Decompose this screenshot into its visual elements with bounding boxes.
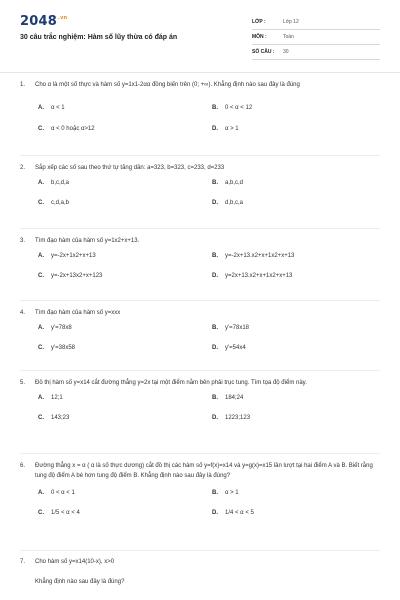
option-b[interactable] xyxy=(212,489,239,498)
option-letter: A. xyxy=(38,325,44,331)
meta-table xyxy=(252,15,380,60)
option-letter: D. xyxy=(212,126,218,132)
option-letter: B. xyxy=(212,180,218,186)
option-d[interactable] xyxy=(212,272,292,281)
option-letter: C. xyxy=(38,273,44,279)
option-text: y=-2x+13.x2+x+1x2+x+13 xyxy=(225,253,295,259)
question-number: 4. xyxy=(20,310,26,316)
question-number: 5. xyxy=(20,380,26,386)
option-d[interactable] xyxy=(212,414,250,423)
option-text: a,b,c,d xyxy=(225,180,244,186)
option-text: y'=38x58 xyxy=(51,345,75,351)
site-logo[interactable] xyxy=(20,14,67,29)
question-text: Cho hàm số y=x14(10-x), x>0 xyxy=(35,559,115,565)
question-2 xyxy=(20,163,380,206)
option-text: y=-2x+13x2+x+123 xyxy=(51,273,103,279)
option-text: 12;1 xyxy=(51,395,63,401)
question-divider xyxy=(20,550,380,551)
meta-row-subject xyxy=(252,30,380,45)
option-a[interactable] xyxy=(38,489,75,498)
option-letter: A. xyxy=(38,490,44,496)
option-c[interactable] xyxy=(38,509,80,518)
option-text: y=-2x+1x2+x+13 xyxy=(51,253,96,259)
question-text: Tìm đạo hàm của hàm số y=1x2+x+13. xyxy=(35,238,140,244)
question-number: 1. xyxy=(20,82,26,88)
option-text: y'=78x18 xyxy=(225,325,249,331)
document-title: 30 câu trắc nghiệm: Hàm số lũy thừa có đáp án xyxy=(20,34,178,41)
option-a[interactable] xyxy=(38,324,72,333)
option-letter: C. xyxy=(38,200,44,206)
option-letter: B. xyxy=(212,395,218,401)
question-stem xyxy=(20,236,380,246)
question-number: 3. xyxy=(20,238,26,244)
option-d[interactable] xyxy=(212,344,246,353)
question-divider xyxy=(20,370,380,371)
question-number: 7. xyxy=(20,559,26,565)
question-stem xyxy=(20,163,380,173)
option-text: 1/5 < α < 4 xyxy=(51,510,80,516)
option-letter: D. xyxy=(212,510,218,516)
question-5 xyxy=(20,378,380,421)
question-4 xyxy=(20,308,380,351)
option-letter: A. xyxy=(38,395,44,401)
question-divider xyxy=(20,228,380,229)
question-stem xyxy=(20,308,380,318)
question-text: Tìm đạo hàm của hàm số y=xxx xyxy=(35,310,121,316)
option-b[interactable] xyxy=(212,324,249,333)
option-b[interactable] xyxy=(212,179,243,188)
meta-row-class xyxy=(252,15,380,30)
option-letter: B. xyxy=(212,490,218,496)
option-letter: D. xyxy=(212,345,218,351)
question-stem xyxy=(20,80,380,90)
option-c[interactable] xyxy=(38,272,102,281)
question-followup-text: Khẳng định nào sau đây là đúng? xyxy=(35,579,125,585)
meta-row-count xyxy=(252,45,380,60)
question-divider xyxy=(20,300,380,301)
option-c[interactable] xyxy=(38,199,69,208)
option-text: d,b,c,a xyxy=(225,200,244,206)
option-text: 1223;123 xyxy=(225,415,251,421)
meta-key: MÔN : xyxy=(252,34,267,40)
question-number: 6. xyxy=(20,463,26,469)
option-c[interactable] xyxy=(38,414,69,423)
option-text: α < 0 hoặc α>12 xyxy=(51,126,95,132)
option-b[interactable] xyxy=(212,252,294,261)
option-letter: D. xyxy=(212,200,218,206)
meta-key: LỚP : xyxy=(252,19,266,25)
option-letter: C. xyxy=(38,345,44,351)
question-text: Sắp xếp các số sau theo thứ tự tăng dần: a=323, b=323, c=233, d=233 xyxy=(35,165,225,171)
header-divider xyxy=(0,72,400,73)
meta-value: 30 xyxy=(283,49,289,55)
question-stem xyxy=(20,557,380,567)
question-3 xyxy=(20,236,380,279)
option-text: α < 1 xyxy=(51,105,65,111)
question-text: Đường thẳng x = α ( α là số thực dương) cắt đồ thị các hàm số y=f(x)=x14 và y=g(x)=x15 lần lượt tại hai điểm A và B. Biết rằng tung độ điểm A bé hơn tung độ điểm B. Khẳng định nào sau đây là đúng? xyxy=(35,463,373,479)
question-7 xyxy=(20,557,380,587)
option-text: 143;23 xyxy=(51,415,70,421)
option-letter: B. xyxy=(212,325,218,331)
question-number: 2. xyxy=(20,165,26,171)
option-letter: C. xyxy=(38,126,44,132)
option-d[interactable] xyxy=(212,125,239,134)
meta-value: Lớp 12 xyxy=(283,19,299,25)
question-divider xyxy=(20,155,380,156)
option-letter: A. xyxy=(38,253,44,259)
question-followup xyxy=(20,577,380,587)
option-a[interactable] xyxy=(38,252,96,261)
meta-key: SỐ CÂU : xyxy=(252,49,275,55)
question-stem xyxy=(20,461,380,481)
option-letter: A. xyxy=(38,105,44,111)
option-letter: A. xyxy=(38,180,44,186)
question-divider xyxy=(20,453,380,454)
option-text: y'=78x8 xyxy=(51,325,72,331)
question-1 xyxy=(20,80,380,132)
option-letter: C. xyxy=(38,510,44,516)
question-text: Đồ thị hàm số y=x14 cắt đường thẳng y=2x tại một điểm nằm bên phải trục tung. Tìm tọa độ điểm này. xyxy=(35,380,307,386)
logo-text[interactable]: 2048 xyxy=(20,14,57,29)
option-d[interactable] xyxy=(212,199,243,208)
question-6 xyxy=(20,461,380,516)
option-a[interactable] xyxy=(38,394,63,403)
option-letter: D. xyxy=(212,415,218,421)
option-letter: D. xyxy=(212,273,218,279)
meta-value: Toán xyxy=(283,34,294,40)
option-text: y=2x+13.x2+x+1x2+x+13 xyxy=(225,273,293,279)
option-text: c,d,a,b xyxy=(51,200,70,206)
option-text: 184;24 xyxy=(225,395,244,401)
option-text: b,c,d,a xyxy=(51,180,70,186)
option-text: 1/4 < α < 5 xyxy=(225,510,254,516)
option-b[interactable] xyxy=(212,394,243,403)
option-c[interactable] xyxy=(38,344,75,353)
option-letter: B. xyxy=(212,105,218,111)
option-text: α > 1 xyxy=(225,490,239,496)
option-a[interactable] xyxy=(38,179,69,188)
option-text: y'=54x4 xyxy=(225,345,246,351)
question-stem xyxy=(20,378,380,388)
option-b[interactable] xyxy=(212,104,252,113)
option-letter: C. xyxy=(38,415,44,421)
option-text: 0 < α < 1 xyxy=(51,490,75,496)
option-c[interactable] xyxy=(38,125,95,134)
question-text: Cho α là một số thực và hàm số y=1x1-2αα đồng biến trên (0; +∞). Khẳng định nào sau đây là đúng xyxy=(35,82,300,88)
option-text: 0 < α < 12 xyxy=(225,105,253,111)
option-a[interactable] xyxy=(38,104,65,113)
document-header xyxy=(0,0,400,70)
logo-suffix: .vn xyxy=(57,15,68,21)
option-text: α > 1 xyxy=(225,126,239,132)
option-d[interactable] xyxy=(212,509,254,518)
option-letter: B. xyxy=(212,253,218,259)
